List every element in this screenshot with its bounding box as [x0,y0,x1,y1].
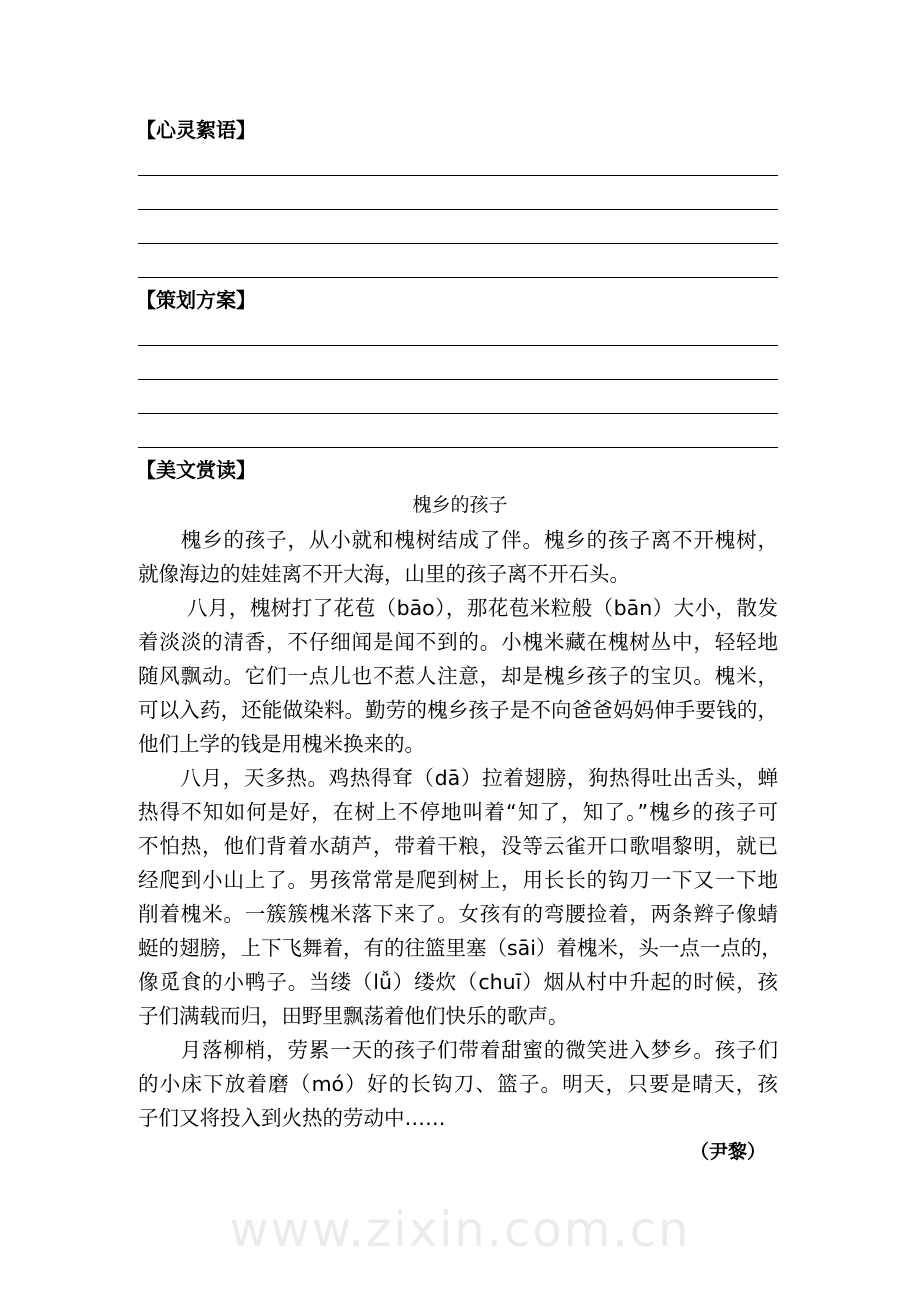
article-line: 经爬到小山上了。男孩常常是爬到树上，用长长的钩刀一下又一下地 [138,868,778,892]
watermark: www.zixin.com.cn [229,1202,691,1258]
article-line: 子们满载而归，田野里飘荡着他们快乐的歌声。 [138,1004,569,1028]
article-line: 可以入药，还能做染料。勤劳的槐乡孩子是不向爸爸妈妈伸手要钱的， [138,698,778,722]
article-line: 月落柳梢，劳累一天的孩子们带着甜蜜的微笑进入梦乡。孩子们 [138,1038,778,1062]
section-heading-reading: 【美文赏读】 [136,458,256,482]
section-heading-plan: 【策划方案】 [136,288,256,312]
article-line: 削着槐米。一簇簇槐米落下来了。女孩有的弯腰捡着，两条辫子像蜻 [138,902,778,926]
writing-line [138,277,778,278]
writing-line [138,345,778,346]
writing-line [138,243,778,244]
article-line: 就像海边的娃娃离不开大海，山里的孩子离不开石头。 [138,562,630,586]
writing-line [138,175,778,176]
article-line: 像觅食的小鸭子。当缕（lǚ）缕炊（chuī）烟从村中升起的时候，孩 [138,970,778,994]
article-line: 的小床下放着磨（mó）好的长钩刀、篮子。明天，只要是晴天，孩 [138,1072,778,1096]
article-line: 不怕热，他们背着水葫芦，带着干粮，没等云雀开口歌唱黎明，就已 [138,834,778,858]
article-line: 着淡淡的清香，不仔细闻是闻不到的。小槐米藏在槐树丛中，轻轻地 [138,630,778,654]
writing-line [138,209,778,210]
writing-line [138,447,778,448]
article-line: 八月，天多热。鸡热得耷（dā）拉着翅膀，狗热得吐出舌头，蝉 [138,766,778,790]
section-heading-heart-words: 【心灵絮语】 [136,118,256,142]
article-line: 槐乡的孩子，从小就和槐树结成了伴。槐乡的孩子离不开槐树， [138,528,778,552]
article-line: 八月，槐树打了花苞（bāo），那花苞米粒般（bān）大小，散发 [138,596,778,620]
article-line: 他们上学的钱是用槐米换来的。 [138,732,425,756]
article-line: 蜓的翅膀，上下飞舞着，有的往篮里塞（sāi）着槐米，头一点一点的， [138,936,782,960]
article-line: 随风飘动。它们一点儿也不惹人注意，却是槐乡孩子的宝贝。槐米， [138,664,778,688]
article-line: 热得不知如何是好，在树上不停地叫着“知了，知了。”槐乡的孩子可 [138,800,778,824]
article-title: 槐乡的孩子 [412,494,508,516]
writing-line [138,413,778,414]
article-author: （尹黎） [690,1141,767,1163]
writing-line [138,379,778,380]
article-line: 子们又将投入到火热的劳动中…… [138,1106,446,1130]
